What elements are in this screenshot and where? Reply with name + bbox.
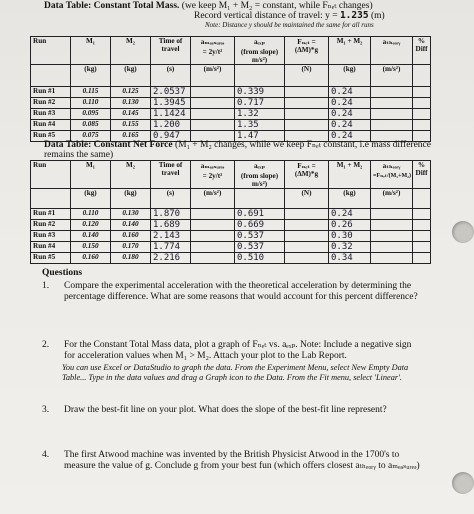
header-atheory	[371, 161, 413, 189]
question-2-number: 2.	[42, 340, 50, 350]
table-row-label: Run #5	[31, 253, 71, 264]
unit-atheory: (m/s²)	[371, 189, 413, 209]
time-cell[interactable]: 2.143	[151, 231, 191, 242]
pct-cell[interactable]	[413, 220, 431, 231]
msum-cell[interactable]: 0.26	[329, 220, 371, 231]
m1-cell: 0.120	[71, 220, 111, 231]
msum-cell[interactable]: 0.24	[329, 131, 371, 142]
ameas-cell[interactable]	[191, 220, 235, 231]
m2-cell: 0.130	[111, 98, 151, 109]
time-cell[interactable]: 2.0537	[151, 87, 191, 98]
binder-hole	[452, 221, 474, 243]
ameas-cell[interactable]	[191, 253, 235, 264]
header-m2: M₂	[111, 37, 151, 65]
atheory-cell[interactable]	[371, 98, 413, 109]
question-1-number: 1.	[42, 281, 50, 291]
atheory-cell[interactable]	[371, 87, 413, 98]
table-row-label: Run #3	[31, 231, 71, 242]
record-distance-line	[194, 10, 385, 21]
time-cell[interactable]: 1.1424	[151, 109, 191, 120]
m1-cell: 0.160	[71, 253, 111, 264]
record-distance-unit: (m)	[370, 11, 385, 21]
header-ameas-label: aₘₑₐₛᵤᵣₑₔ	[200, 162, 225, 170]
msum-cell[interactable]: 0.24	[329, 209, 371, 220]
header-aexp-sub: (from slope) m/s²)	[240, 48, 279, 64]
time-cell[interactable]: 2.216	[151, 253, 191, 264]
ameas-cell[interactable]	[191, 120, 235, 131]
m1-cell: 0.115	[71, 87, 111, 98]
header-aexp-sub: (from slope) m/s²)	[240, 172, 279, 188]
aexp-cell[interactable]: 0.537	[235, 242, 285, 253]
record-distance-label: Record vertical distance of travel: y =	[194, 11, 338, 21]
ameas-cell[interactable]	[191, 109, 235, 120]
msum-cell[interactable]: 0.24	[329, 98, 371, 109]
pct-cell[interactable]	[413, 253, 431, 264]
header-ameas	[191, 37, 235, 65]
m2-cell: 0.165	[111, 131, 151, 142]
table-row-label: Run #1	[31, 87, 71, 98]
atheory-cell[interactable]	[371, 231, 413, 242]
header-run: Run	[31, 37, 71, 65]
question-3-number: 3.	[42, 405, 50, 415]
atheory-cell[interactable]	[371, 220, 413, 231]
header-ameas	[191, 161, 235, 189]
m2-cell: 0.145	[111, 109, 151, 120]
msum-cell[interactable]: 0.32	[329, 242, 371, 253]
m2-cell: 0.170	[111, 242, 151, 253]
fnet-cell[interactable]	[285, 98, 329, 109]
aexp-cell[interactable]: 1.47	[235, 131, 285, 142]
header-msum: M₁ + M₂	[329, 37, 371, 65]
msum-cell[interactable]: 0.30	[329, 231, 371, 242]
fnet-cell[interactable]	[285, 120, 329, 131]
unit-fnet: (N)	[285, 189, 329, 209]
unit-time: (s)	[151, 65, 191, 87]
table2-title-bold: Data Table: Constant Net Force	[44, 140, 173, 150]
atheory-cell[interactable]	[371, 253, 413, 264]
unit-ameas: (m/s²)	[191, 65, 235, 87]
unit-m2: (kg)	[111, 65, 151, 87]
atheory-cell[interactable]	[371, 109, 413, 120]
fnet-cell[interactable]	[285, 109, 329, 120]
unit-m2: (kg)	[111, 189, 151, 209]
msum-cell[interactable]: 0.24	[329, 120, 371, 131]
header-aexp-label: aₑₓₚ	[253, 38, 266, 46]
question-1-text: Compare the experimental acceleration with the theoretical acceleration by determining the percentage difference. What are some reasons that would account for this percent difference?	[64, 281, 418, 302]
m2-cell: 0.180	[111, 253, 151, 264]
time-cell[interactable]: 1.3945	[151, 98, 191, 109]
m2-cell: 0.125	[111, 87, 151, 98]
constant-total-mass-table	[30, 36, 431, 142]
m2-cell: 0.140	[111, 220, 151, 231]
header-pct: % Diff	[413, 161, 431, 189]
table1-title-rest: (we keep M₁ + M₂ = constant, while Fₙₑₜ changes)	[181, 1, 373, 11]
header-fnet: Fₙₑₜ = (ΔM)*g	[285, 161, 329, 189]
ameas-cell[interactable]	[191, 87, 235, 98]
time-cell[interactable]: 1.870	[151, 209, 191, 220]
aexp-cell[interactable]: 1.35	[235, 120, 285, 131]
question-2-note: You can use Excel or DataStudio to graph the data. From the Experiment Menu, select New Empty Data Table... Type in the data values and drag a Graph icon to the Data. From the Fit menu, select 'Linear'.	[62, 363, 409, 382]
table2-title-rest: (M₁ + M₂ changes, while we keep Fₙₑₜ constant, i.e mass difference	[174, 140, 431, 150]
pct-cell[interactable]	[413, 231, 431, 242]
msum-cell[interactable]: 0.24	[329, 109, 371, 120]
time-cell[interactable]: 0.947	[151, 131, 191, 142]
fnet-cell[interactable]	[285, 87, 329, 98]
question-4-text: The first Atwood machine was invented by the British Physicist Atwood in the 1700's to measure the value of g. Conclude g from your best fun (which offers closest aₜₕₑₒᵣᵧ to aₘₑₐₛᵤᵣₑₔ)	[64, 450, 420, 471]
time-cell[interactable]: 1.689	[151, 220, 191, 231]
m1-cell: 0.095	[71, 109, 111, 120]
time-cell[interactable]: 1.200	[151, 120, 191, 131]
aexp-cell[interactable]: 1.32	[235, 109, 285, 120]
pct-cell[interactable]	[413, 109, 431, 120]
header-atheory: aₜₕₑₒᵣᵧ	[371, 37, 413, 65]
aexp-cell[interactable]: 0.510	[235, 253, 285, 264]
question-2-text: For the Constant Total Mass data, plot a graph of Fₙₑₜ vs. aₑₓₚ. Note: Include a negative sign for acceleration values when M₁ > M₂. Attach your plot to the Lab Report.	[64, 340, 412, 361]
header-m2: M₂	[111, 161, 151, 189]
table2-title	[44, 139, 431, 150]
aexp-cell[interactable]: 0.691	[235, 209, 285, 220]
header-m1: M₁	[71, 37, 111, 65]
unit-msum: (kg)	[329, 189, 371, 209]
table-row-label: Run #4	[31, 242, 71, 253]
ameas-cell[interactable]	[191, 209, 235, 220]
fnet-cell[interactable]	[285, 231, 329, 242]
constant-net-force-table	[30, 160, 431, 264]
aexp-cell[interactable]: 0.669	[235, 220, 285, 231]
header-atheory-label: aₜₕₑₒᵣᵧ	[382, 162, 401, 170]
header-pct: % Diff	[413, 37, 431, 65]
m2-cell: 0.130	[111, 209, 151, 220]
m1-cell: 0.110	[71, 98, 111, 109]
msum-cell[interactable]: 0.34	[329, 253, 371, 264]
unit-atheory: (m/s²)	[371, 65, 413, 87]
atheory-cell[interactable]	[371, 120, 413, 131]
header-msum: M₁ + M₂	[329, 161, 371, 189]
m1-cell: 0.140	[71, 231, 111, 242]
fnet-cell[interactable]	[285, 242, 329, 253]
table1-title-bold: Data Table: Constant Total Mass.	[44, 1, 180, 11]
msum-cell[interactable]: 0.24	[329, 87, 371, 98]
header-time: Time of travel	[151, 161, 191, 189]
questions-heading: Questions	[42, 268, 83, 278]
header-ameas-label: aₘₑₐₛᵤᵣₑₔ	[200, 38, 225, 46]
m1-cell: 0.150	[71, 242, 111, 253]
time-cell[interactable]: 1.774	[151, 242, 191, 253]
pct-cell[interactable]	[413, 120, 431, 131]
header-run: Run	[31, 161, 71, 189]
header-aexp	[235, 37, 285, 65]
table-row-label: Run #2	[31, 98, 71, 109]
fnet-cell[interactable]	[285, 220, 329, 231]
table2-title-line2: remains the same)	[44, 150, 114, 160]
table-row-label: Run #1	[31, 209, 71, 220]
question-4-number: 4.	[42, 450, 50, 460]
table-row-label: Run #4	[31, 120, 71, 131]
m2-cell: 0.160	[111, 231, 151, 242]
m2-cell: 0.155	[111, 120, 151, 131]
unit-m1: (kg)	[71, 189, 111, 209]
header-atheory-formula: =Fₙₑₜ/(M₁+M₂)	[373, 173, 411, 179]
table-row-label: Run #3	[31, 109, 71, 120]
unit-ameas: (m/s²)	[191, 189, 235, 209]
m1-cell: 0.085	[71, 120, 111, 131]
header-time: Time of travel	[151, 37, 191, 65]
header-aexp	[235, 161, 285, 189]
unit-m1: (kg)	[71, 65, 111, 87]
unit-fnet: (N)	[285, 65, 329, 87]
fnet-cell[interactable]	[285, 253, 329, 264]
binder-hole	[452, 472, 474, 494]
pct-cell[interactable]	[413, 209, 431, 220]
table-row-label: Run #5	[31, 131, 71, 142]
ameas-cell[interactable]	[191, 98, 235, 109]
aexp-cell[interactable]: 0.717	[235, 98, 285, 109]
atheory-cell[interactable]	[371, 242, 413, 253]
m1-cell: 0.110	[71, 209, 111, 220]
fnet-cell[interactable]	[285, 209, 329, 220]
aexp-cell[interactable]: 0.537	[235, 231, 285, 242]
distance-note: Note: Distance y should be maintained the same for all runs	[205, 21, 374, 29]
header-fnet: Fₙₑₜ = (ΔM)*g	[285, 37, 329, 65]
unit-time: (s)	[151, 189, 191, 209]
header-m1: M₁	[71, 161, 111, 189]
ameas-cell[interactable]	[191, 242, 235, 253]
question-3-text: Draw the best-fit line on your plot. What does the slope of the best-fit line represent?	[64, 405, 387, 415]
ameas-cell[interactable]	[191, 231, 235, 242]
atheory-cell[interactable]	[371, 209, 413, 220]
header-aexp-label: aₑₓₚ	[253, 162, 266, 170]
pct-cell[interactable]	[413, 242, 431, 253]
aexp-cell[interactable]: 0.339	[235, 87, 285, 98]
header-ameas-formula: = 2y/t²	[202, 172, 223, 180]
pct-cell[interactable]	[413, 87, 431, 98]
header-ameas-formula: = 2y/t²	[202, 48, 223, 56]
m1-cell: 0.075	[71, 131, 111, 142]
unit-msum: (kg)	[329, 65, 371, 87]
pct-cell[interactable]	[413, 98, 431, 109]
record-distance-value: 1.235	[339, 10, 369, 21]
table-row-label: Run #2	[31, 220, 71, 231]
